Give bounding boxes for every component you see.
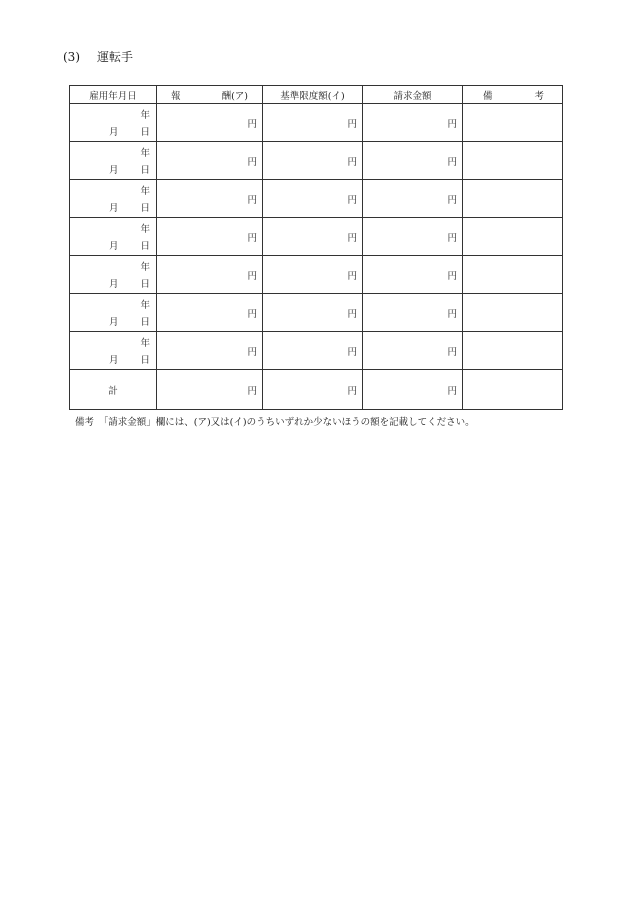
month-label: 月 [109, 279, 119, 290]
header-remuneration-b: 酬(ア) [221, 90, 248, 102]
total-remarks-cell[interactable] [463, 370, 563, 410]
total-limit-cell[interactable]: 円 [263, 370, 363, 410]
claim-cell[interactable]: 円 [363, 180, 463, 218]
day-label: 日 [140, 279, 150, 290]
month-label: 月 [109, 355, 119, 366]
header-limit: 基準限度額(イ) [263, 86, 363, 104]
remarks-cell[interactable] [463, 104, 563, 142]
header-remarks-b: 考 [534, 90, 544, 102]
remarks-cell[interactable] [463, 332, 563, 370]
day-label: 日 [140, 355, 150, 366]
month-label: 月 [109, 203, 119, 214]
limit-cell[interactable]: 円 [263, 180, 363, 218]
table-row [70, 104, 563, 142]
limit-cell[interactable]: 円 [263, 104, 363, 142]
header-claim-amount: 請求金額 [363, 86, 463, 104]
table-row [70, 180, 563, 218]
date-cell[interactable] [70, 142, 157, 180]
header-row [70, 86, 563, 104]
table-row [70, 294, 563, 332]
month-label: 月 [109, 317, 119, 328]
month-label: 月 [109, 165, 119, 176]
remarks-cell[interactable] [463, 180, 563, 218]
year-label: 年 [140, 110, 150, 121]
total-label: 計 [70, 370, 157, 410]
section-heading [63, 48, 133, 65]
date-cell[interactable] [70, 180, 157, 218]
year-label: 年 [140, 262, 150, 273]
year-label: 年 [140, 300, 150, 311]
day-label: 日 [140, 203, 150, 214]
header-remarks-a: 備 [483, 90, 493, 102]
total-claim-cell[interactable]: 円 [363, 370, 463, 410]
claim-cell[interactable]: 円 [363, 104, 463, 142]
day-label: 日 [140, 165, 150, 176]
claim-cell[interactable]: 円 [363, 256, 463, 294]
day-label: 日 [140, 317, 150, 328]
year-label: 年 [140, 148, 150, 159]
section-number: (3) [63, 50, 80, 64]
year-label: 年 [140, 186, 150, 197]
table-row [70, 256, 563, 294]
remuneration-cell[interactable]: 円 [157, 142, 263, 180]
remuneration-cell[interactable]: 円 [157, 256, 263, 294]
day-label: 日 [140, 241, 150, 252]
remarks-cell[interactable] [463, 142, 563, 180]
remuneration-cell[interactable]: 円 [157, 218, 263, 256]
limit-cell[interactable]: 円 [263, 256, 363, 294]
year-label: 年 [140, 224, 150, 235]
limit-cell[interactable]: 円 [263, 142, 363, 180]
date-cell[interactable] [70, 294, 157, 332]
header-remuneration-a: 報 [171, 90, 181, 102]
date-cell[interactable] [70, 218, 157, 256]
table-row [70, 218, 563, 256]
day-label: 日 [140, 127, 150, 138]
section-title: 運転手 [97, 50, 134, 64]
total-row [70, 370, 563, 410]
remuneration-cell[interactable]: 円 [157, 104, 263, 142]
limit-cell[interactable]: 円 [263, 294, 363, 332]
limit-cell[interactable]: 円 [263, 218, 363, 256]
table-row [70, 142, 563, 180]
table-row [70, 332, 563, 370]
total-remuneration-cell[interactable]: 円 [157, 370, 263, 410]
date-cell[interactable] [70, 104, 157, 142]
claim-cell[interactable]: 円 [363, 142, 463, 180]
header-remuneration [157, 86, 263, 104]
remarks-cell[interactable] [463, 256, 563, 294]
claim-cell[interactable]: 円 [363, 294, 463, 332]
month-label: 月 [109, 241, 119, 252]
date-cell[interactable] [70, 332, 157, 370]
remuneration-cell[interactable]: 円 [157, 294, 263, 332]
remarks-cell[interactable] [463, 218, 563, 256]
header-employment-date: 雇用年月日 [70, 86, 157, 104]
remuneration-cell[interactable]: 円 [157, 180, 263, 218]
remarks-cell[interactable] [463, 294, 563, 332]
limit-cell[interactable]: 円 [263, 332, 363, 370]
remuneration-cell[interactable]: 円 [157, 332, 263, 370]
month-label: 月 [109, 127, 119, 138]
header-remarks [463, 86, 563, 104]
year-label: 年 [140, 338, 150, 349]
remarks-note: 備考 「請求金額」欄には、(ア)又は(イ)のうちいずれか少ないほうの額を記載してください。 [75, 417, 475, 428]
date-cell[interactable] [70, 256, 157, 294]
claim-cell[interactable]: 円 [363, 218, 463, 256]
claim-table [69, 85, 563, 410]
claim-cell[interactable]: 円 [363, 332, 463, 370]
